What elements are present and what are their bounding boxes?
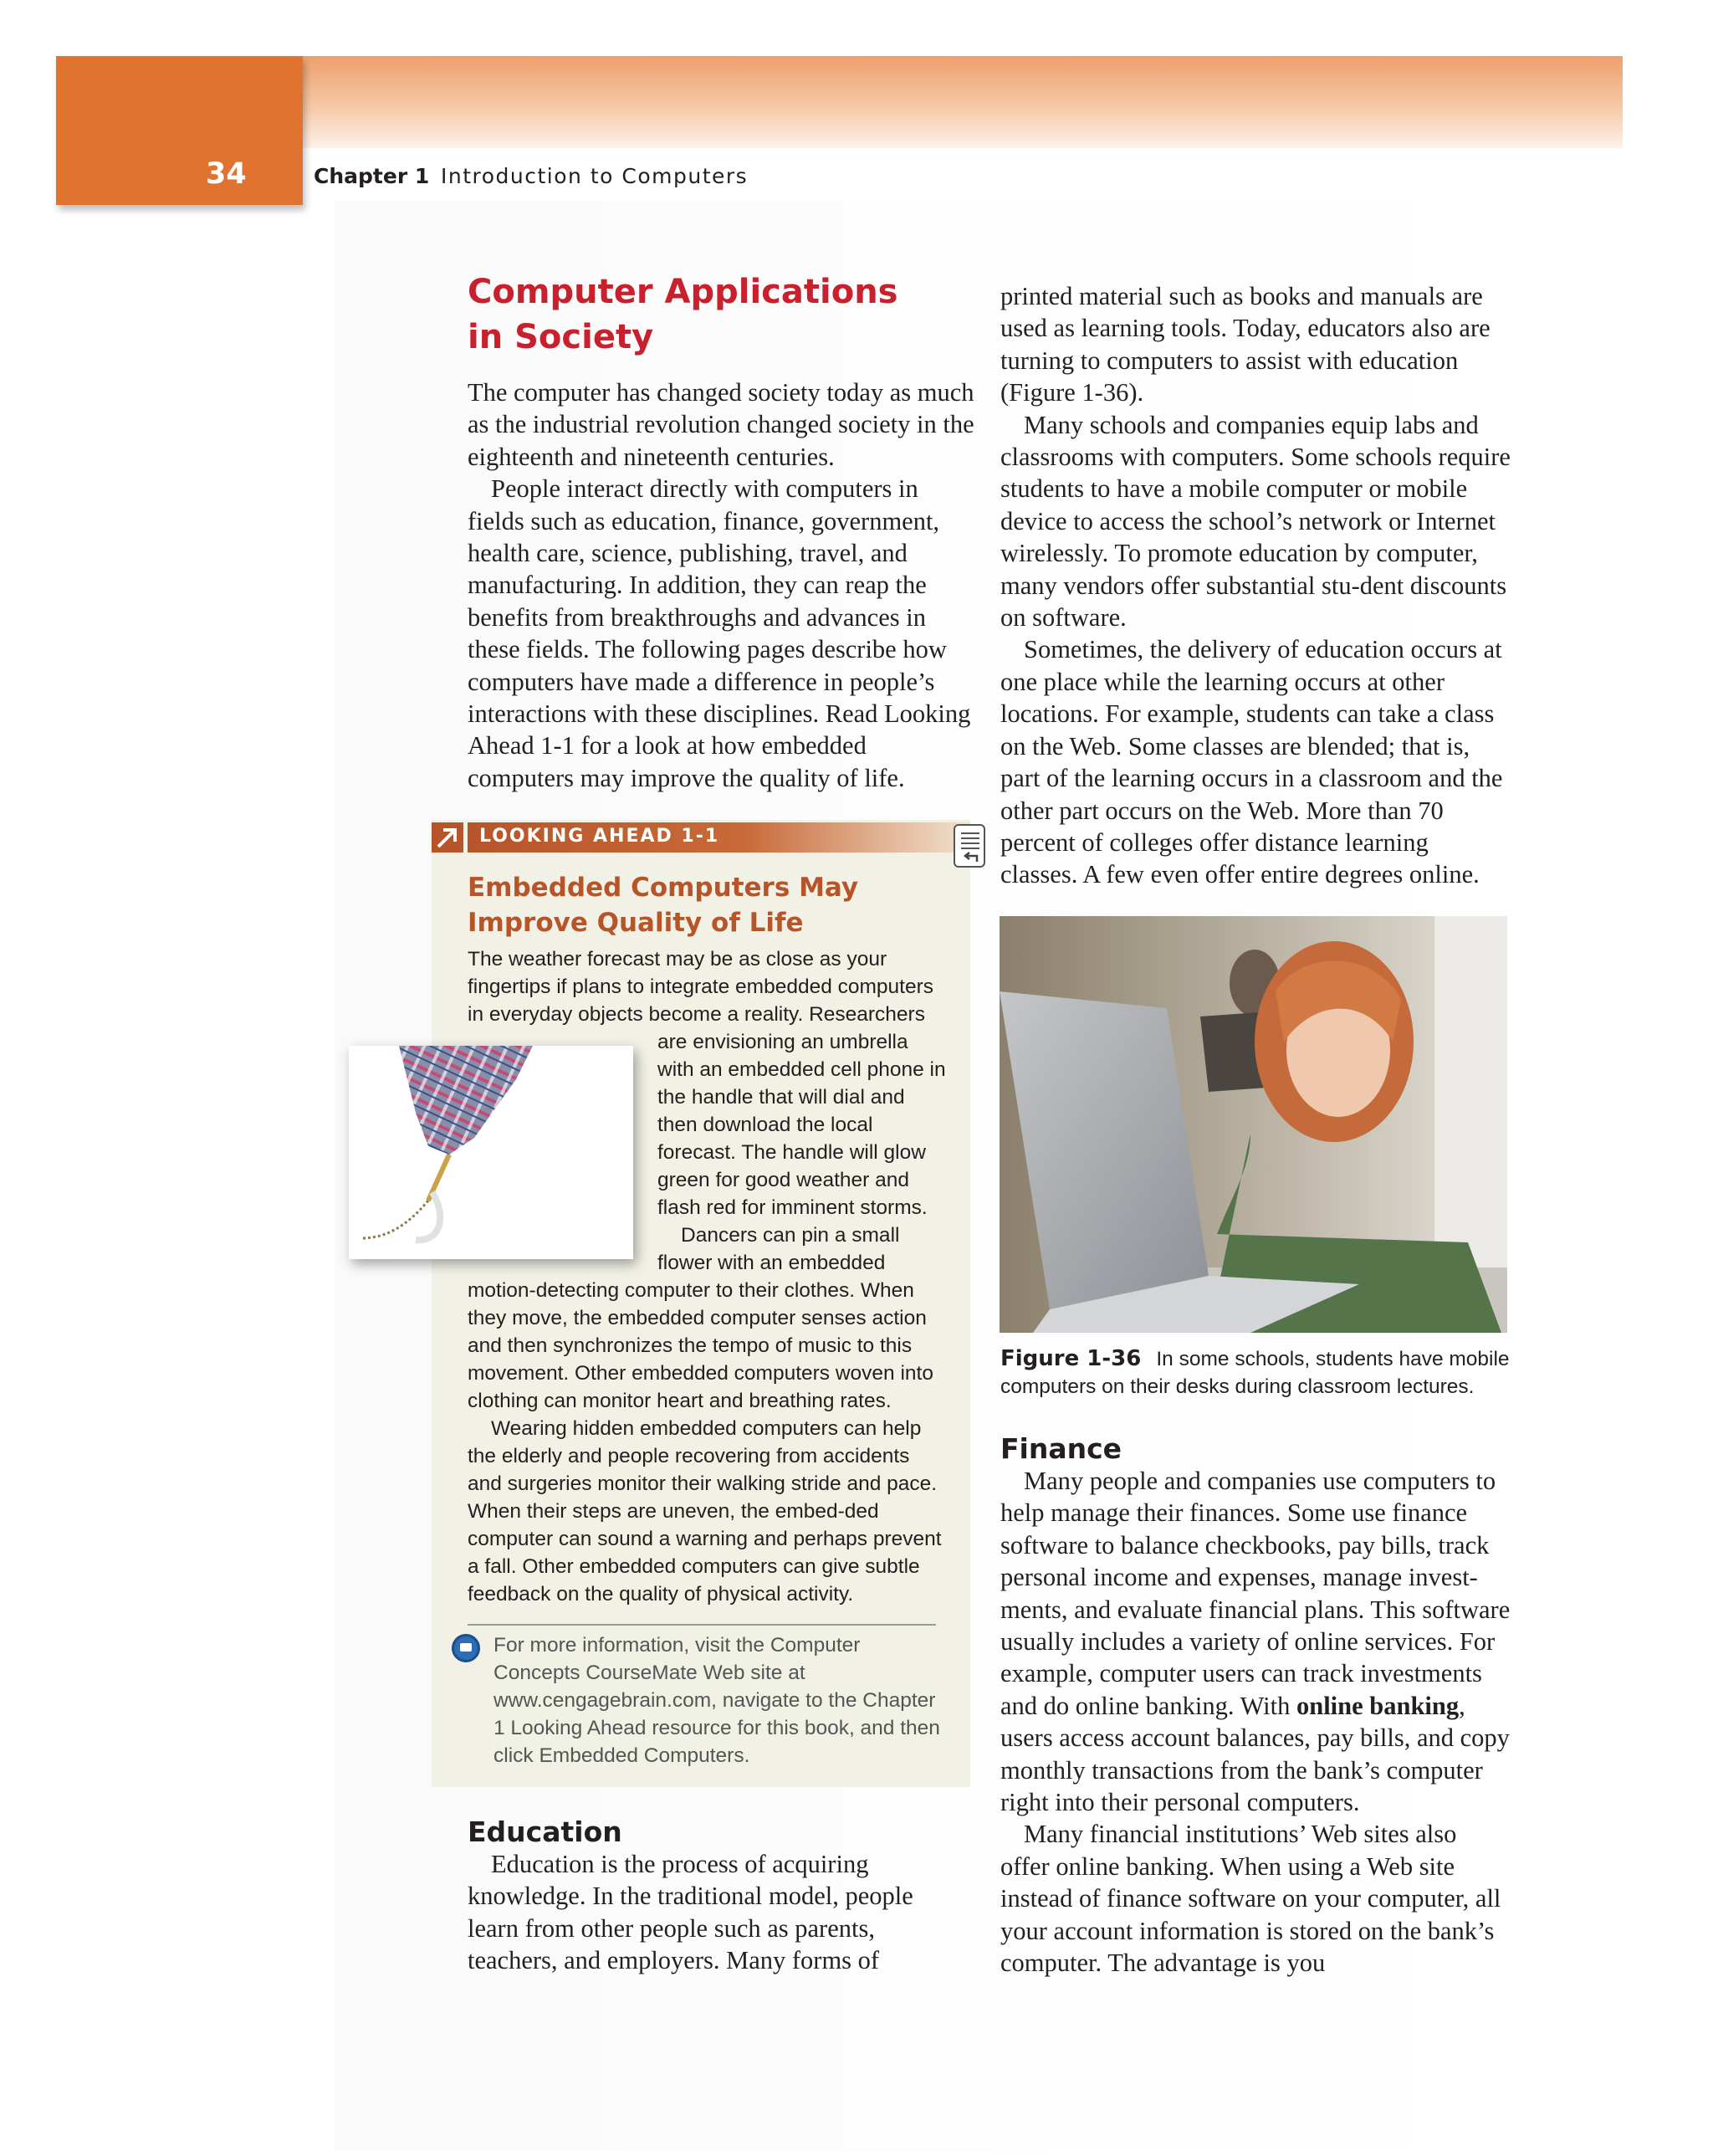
looking-ahead-label: LOOKING AHEAD 1-1 — [479, 826, 720, 847]
finance-heading: Finance — [1000, 1432, 1122, 1465]
figure-caption-text: In some schools, students have mobile computers on their desks during classroom lectures. — [1000, 1348, 1510, 1398]
figure-caption — [1000, 1345, 1519, 1401]
sidebar-paragraph-2-wrap: Dancers can pin a small flower with an embedded — [657, 1224, 900, 1274]
education-section — [468, 1815, 936, 1977]
online-banking-term: online banking — [1296, 1691, 1460, 1720]
page-number-box — [56, 56, 303, 205]
section-heading-line2: in Society — [468, 318, 654, 356]
right-paragraph-1: printed material such as books and manuals are used as learning tools. Today, educators also are turning to computers to assist with education (Figure 1-36). — [1000, 282, 1491, 407]
umbrella-photo — [349, 1046, 633, 1259]
intro-paragraph-1: The computer has changed society today as much as the industrial revolution changed society in the eighteenth and nineteenth centuries. — [468, 378, 974, 471]
finance-p1-before: Many people and companies use computers to help manage their finances. Some use finance software to balance checkbooks, pay bills, track personal income and expenses, manage invest-ments, and evaluate financial plans. This software usually includes a variety of online services. For example, computer users can track investments and do online banking. With — [1000, 1467, 1511, 1720]
intro-paragraph-2: People interact directly with computers in fields such as education, finance, government, health care, science, publishing, travel, and manufacturing. In addition, they can reap the benefits from breakthroughs and advances in these fields. The following pages describe how computers have made a difference in people’s interactions with these disciplines. Read Looking Ahead 1-1 for a look at how embedded computers may improve the quality of life. — [468, 474, 971, 792]
notes-icon[interactable] — [954, 824, 985, 868]
section-heading-line1: Computer Applications — [468, 273, 898, 311]
web-link-icon[interactable] — [452, 1634, 480, 1662]
arrow-icon — [432, 822, 463, 853]
education-paragraph-1: Education is the process of acquiring knowledge. In the traditional model, people learn from other people such as parents, teachers, and employers. Many forms of — [468, 1850, 913, 1975]
finance-paragraph-2: Many financial institutions’ Web sites also offer online banking. When using a Web site instead of finance software on your computer, all your account information is stored on the bank’s computer. The advantage is you — [1000, 1820, 1501, 1978]
right-paragraph-2: Many schools and companies equip labs and classrooms with computers. Some schools require students to have a mobile computer or mobile device to access the school’s network or Internet wirelessly. To promote education by computer, many vendors offer substantial stu-dent discounts on software. — [1000, 410, 1511, 632]
student-photo — [1000, 916, 1507, 1333]
education-heading: Education — [468, 1815, 622, 1848]
page-number: 34 — [206, 157, 247, 191]
sidebar-paragraph-1-wrap: are envisioning an umbrella with an embedded cell phone in the handle that will dial and then download the local forecast. The handle will glow green for good weather and flash red for imminent storms. — [657, 1031, 946, 1219]
sidebar-paragraph-wrap — [657, 1028, 946, 1277]
finance-p1-after: , users access account balances, pay bills, and copy monthly transactions from the bank’s computer right into their personal computers. — [1000, 1691, 1510, 1817]
sidebar-paragraph-3: Wearing hidden embedded computers can help the elderly and people recovering from accidents and surgeries monitor their walking stride and pace. When their steps are uneven, the embed-ded computer can sound a warning and perhaps prevent a fall. Other embedded computers can give subtle feedback on the quality of physical activity. — [468, 1417, 942, 1605]
chapter-title: Introduction to Computers — [441, 164, 749, 188]
figure-label: Figure 1-36 — [1000, 1346, 1142, 1371]
looking-ahead-title: Embedded Computers May Improve Quality of Life — [468, 873, 859, 938]
right-paragraph-3: Sometimes, the delivery of education occurs at one place while the learning occurs at other locations. For example, students can take a class on the Web. Some classes are blended; that is, part of the learning occurs in a classroom and the other part occurs on the Web. More than 70 percent of colleges offer distance learning classes. A few even offer entire degrees online. — [1000, 635, 1503, 889]
chapter-label: Chapter 1 — [314, 164, 430, 188]
finance-section — [1000, 1432, 1511, 1979]
sidebar-paragraph-lead: The weather forecast may be as close as your fingertips if plans to integrate embedded computers in everyday objects become a reality. Researchers — [468, 948, 934, 1026]
finance-paragraph-1 — [1000, 1465, 1511, 1818]
more-info-text: For more information, visit the Computer Concepts CourseMate Web site at www.cengagebrain.com, navigate to the Chapter 1 Looking Ahead resource for this book, and then click Embedded Computers. — [493, 1634, 940, 1767]
sidebar-paragraph-rest — [468, 1277, 944, 1608]
section-heading — [468, 269, 936, 360]
right-column-text — [1000, 280, 1511, 891]
sidebar-paragraph-2-rest: motion-detecting computer to their clothes. When they move, the embedded computer senses action and then synchronizes the tempo of music to this movement. Other embedded computers woven into clothing can monitor heart and breathing rates. — [468, 1279, 933, 1412]
sidebar-divider — [468, 1624, 936, 1626]
intro-text — [468, 376, 978, 794]
